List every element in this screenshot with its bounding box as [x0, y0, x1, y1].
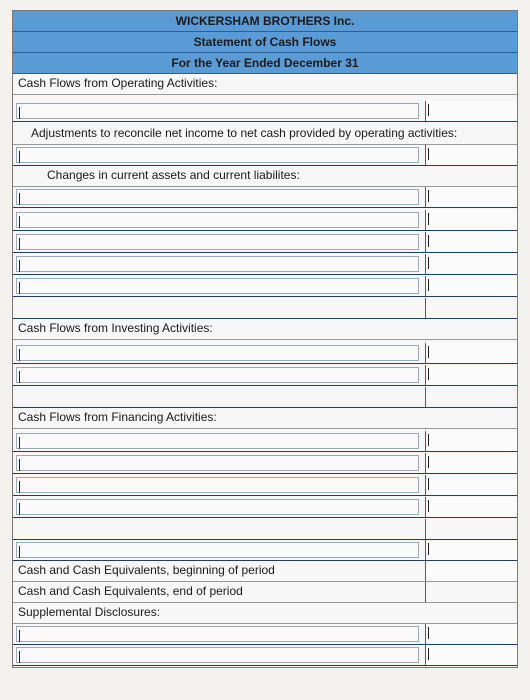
- changes-description-field[interactable]: [16, 278, 419, 294]
- net-change-row: [13, 540, 517, 561]
- changes-amount-field[interactable]: [425, 187, 517, 207]
- text-cursor: [19, 481, 20, 493]
- cash-beginning-label: Cash and Cash Equivalents, beginning of period: [18, 563, 275, 577]
- text-cursor: [428, 627, 429, 639]
- text-cursor: [19, 459, 20, 471]
- financing-subtotal-row: [13, 519, 517, 540]
- text-cursor: [19, 107, 20, 119]
- section-adjustments-row: [13, 124, 517, 145]
- changes-amount-field[interactable]: [425, 254, 517, 274]
- text-cursor: [19, 371, 20, 383]
- changes-amount-field[interactable]: [425, 232, 517, 252]
- supplemental-description-field[interactable]: [16, 626, 419, 642]
- financing-entry-row: [13, 475, 517, 496]
- section-operating-label: Cash Flows from Operating Activities:: [18, 76, 218, 90]
- financing-amount-field[interactable]: [425, 453, 517, 473]
- text-cursor: [19, 282, 20, 294]
- changes-description-field[interactable]: [16, 212, 419, 228]
- supplemental-label: Supplemental Disclosures:: [18, 605, 161, 619]
- financing-description-field[interactable]: [16, 433, 419, 449]
- financing-amount-field[interactable]: [425, 497, 517, 517]
- operating-description-field[interactable]: [16, 103, 419, 119]
- investing-amount-field[interactable]: [425, 343, 517, 363]
- text-cursor: [428, 434, 429, 446]
- changes-description-field[interactable]: [16, 256, 419, 272]
- text-cursor: [19, 349, 20, 361]
- changes-subtotal-row: [13, 298, 517, 319]
- operating-entry-row: [13, 101, 517, 122]
- investing-subtotal-cell: [425, 387, 517, 407]
- text-cursor: [428, 500, 429, 512]
- text-cursor: [19, 651, 20, 663]
- financing-entry-row: [13, 431, 517, 452]
- company-name: WICKERSHAM BROTHERS Inc.: [13, 11, 517, 32]
- investing-subtotal-row: [13, 387, 517, 408]
- financing-amount-field[interactable]: [425, 475, 517, 495]
- supplemental-amount-field[interactable]: [425, 624, 517, 644]
- text-cursor: [19, 437, 20, 449]
- changes-entry-row: [13, 276, 517, 297]
- operating-amount-field[interactable]: [425, 101, 517, 121]
- text-cursor: [428, 279, 429, 291]
- changes-amount-field[interactable]: [425, 210, 517, 230]
- supplemental-row: [13, 603, 517, 624]
- statement-period: For the Year Ended December 31: [13, 53, 517, 74]
- net-change-amount-field[interactable]: [425, 540, 517, 560]
- supplemental-amount-field[interactable]: [425, 645, 517, 665]
- investing-amount-field[interactable]: [425, 365, 517, 385]
- financing-amount-field[interactable]: [425, 431, 517, 451]
- cash-flow-worksheet: [12, 10, 518, 668]
- text-cursor: [428, 190, 429, 202]
- section-changes-label: Changes in current assets and current liabilites:: [47, 168, 300, 182]
- section-investing-row: [13, 319, 517, 340]
- text-cursor: [428, 257, 429, 269]
- section-investing-label: Cash Flows from Investing Activities:: [18, 321, 213, 335]
- financing-description-field[interactable]: [16, 455, 419, 471]
- supplemental-entry-row: [13, 624, 517, 645]
- supplemental-description-field[interactable]: [16, 647, 419, 663]
- cash-end-amount-cell: [425, 582, 517, 602]
- changes-description-field[interactable]: [16, 189, 419, 205]
- section-adjustments-label: Adjustments to reconcile net income to net cash provided by operating activities:: [31, 126, 458, 140]
- statement-title: Statement of Cash Flows: [13, 32, 517, 53]
- text-cursor: [19, 193, 20, 205]
- changes-entry-row: [13, 210, 517, 231]
- adjustment-entry-row: [13, 145, 517, 166]
- net-change-description-field[interactable]: [16, 542, 419, 558]
- changes-entry-row: [13, 254, 517, 275]
- supplemental-entry-row: [13, 645, 517, 666]
- cash-end-label: Cash and Cash Equivalents, end of period: [18, 584, 243, 598]
- text-cursor: [428, 648, 429, 660]
- text-cursor: [19, 216, 20, 228]
- financing-subtotal-cell: [425, 519, 517, 539]
- investing-entry-row: [13, 343, 517, 364]
- text-cursor: [19, 238, 20, 250]
- changes-subtotal-cell: [425, 298, 517, 318]
- financing-entry-row: [13, 497, 517, 518]
- investing-entry-row: [13, 365, 517, 386]
- financing-description-field[interactable]: [16, 477, 419, 493]
- section-operating-row: [13, 74, 517, 95]
- text-cursor: [428, 148, 429, 160]
- cash-end-row: [13, 582, 517, 603]
- changes-entry-row: [13, 232, 517, 253]
- text-cursor: [428, 104, 429, 116]
- text-cursor: [428, 235, 429, 247]
- changes-entry-row: [13, 187, 517, 208]
- financing-entry-row: [13, 453, 517, 474]
- changes-amount-field[interactable]: [425, 276, 517, 296]
- adjustment-description-field[interactable]: [16, 147, 419, 163]
- text-cursor: [19, 260, 20, 272]
- cash-beginning-row: [13, 561, 517, 582]
- text-cursor: [19, 630, 20, 642]
- investing-description-field[interactable]: [16, 367, 419, 383]
- text-cursor: [19, 503, 20, 515]
- section-financing-label: Cash Flows from Financing Activities:: [18, 410, 217, 424]
- text-cursor: [428, 368, 429, 380]
- text-cursor: [428, 478, 429, 490]
- text-cursor: [428, 543, 429, 555]
- text-cursor: [428, 456, 429, 468]
- section-financing-row: [13, 408, 517, 429]
- text-cursor: [428, 346, 429, 358]
- text-cursor: [19, 546, 20, 558]
- cash-beginning-amount-field[interactable]: [425, 561, 517, 581]
- adjustment-amount-field[interactable]: [425, 145, 517, 165]
- text-cursor: [428, 213, 429, 225]
- text-cursor: [19, 151, 20, 163]
- changes-description-field[interactable]: [16, 234, 419, 250]
- financing-description-field[interactable]: [16, 499, 419, 515]
- section-changes-row: [13, 166, 517, 187]
- investing-description-field[interactable]: [16, 345, 419, 361]
